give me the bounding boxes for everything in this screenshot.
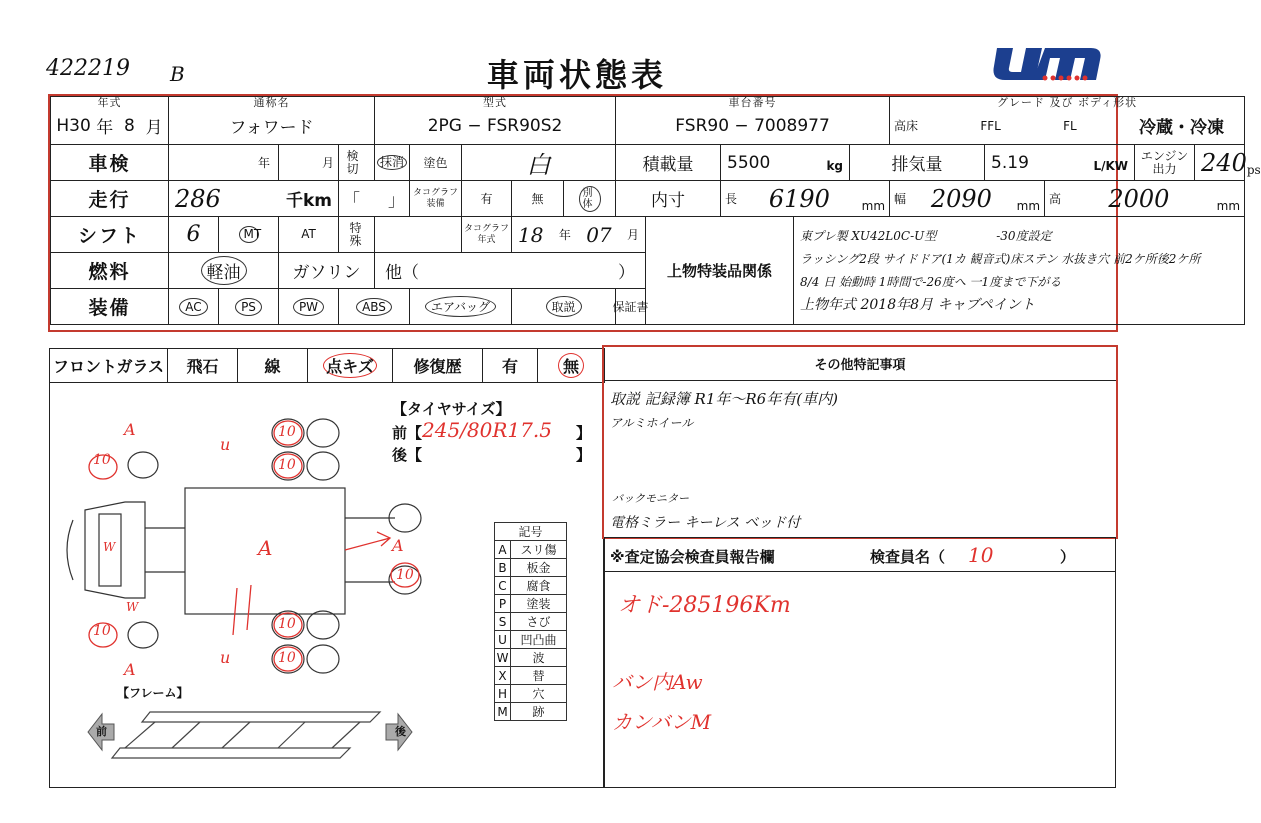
engine-value: 240 ps: [1195, 145, 1245, 181]
inspection-deleted: 抹消: [375, 145, 410, 181]
tacho-no: 無: [512, 181, 564, 217]
tire-size-title: 【タイヤサイズ】: [392, 400, 511, 418]
upper-note-2: ラッシング2段 サイドドア(1カ 観音式)床ステン 水抜き穴 前2ケ所後2ケ所: [800, 251, 1201, 266]
equip-airbag: エアバッグ: [410, 289, 512, 325]
frame-diagram: [80, 700, 420, 770]
tacho-separate: 別体: [564, 181, 616, 217]
legend-row: U 凹凸曲: [495, 631, 567, 649]
tire-back-close: 】: [576, 446, 592, 464]
fuel-gasoline: ガソリン: [279, 253, 375, 289]
equip-ps: PS: [219, 289, 279, 325]
repair-yes: 有: [483, 349, 538, 383]
inspection-expired: 検切: [339, 145, 375, 181]
notes-panel: [602, 345, 1118, 539]
tread-mark-7: 10: [396, 567, 414, 583]
odometer-note: オド-285196Km: [618, 593, 791, 618]
shift-blank: [375, 217, 462, 253]
tacho-year-label: タコグラフ年式: [462, 217, 512, 253]
inspector-note-2: バン内Aw: [612, 670, 703, 694]
tire-front-label: 前【: [392, 424, 423, 442]
legend-row: S さび: [495, 613, 567, 631]
tread-mark-2: 10: [93, 623, 111, 639]
legend-row: B 板金: [495, 559, 567, 577]
inspector-panel: [604, 537, 1116, 788]
upper-note-4: 上物年式 2018年8月 キャブペイント: [800, 296, 1035, 313]
inner-dimension-label: 内寸: [616, 181, 721, 217]
vehicle-spec-table: [50, 96, 1261, 325]
upper-note-3: 8/4 日 始動時 1時間で-26度へ 一1度まで下がる: [800, 274, 1062, 289]
legend-row: P 塗装: [495, 595, 567, 613]
page-title: 車両状態表: [487, 56, 668, 94]
tacho-label: タコグラフ装備: [410, 181, 462, 217]
engine-label: エンジン出力: [1135, 145, 1195, 181]
tread-mark-3: 10: [278, 424, 296, 440]
shift-label: シフト: [51, 217, 169, 253]
inspector-name-value: 10: [968, 543, 994, 567]
tread-mark-6: 10: [278, 650, 296, 666]
length-value: 長 6190 mm: [721, 181, 890, 217]
inspection-label: 車検: [51, 145, 169, 181]
equip-warranty: 保証書: [616, 289, 646, 325]
load-value: 5500 kg: [721, 145, 850, 181]
tacho-year-value: 18 年 07 月: [512, 217, 646, 253]
mileage-bracket: 「 」: [339, 181, 410, 217]
inspector-name-close: ）: [1060, 548, 1076, 566]
displacement-label: 排気量: [850, 145, 985, 181]
damage-mark-5: u: [220, 435, 231, 454]
damage-mark-4: A: [124, 660, 136, 679]
equip-pw: PW: [279, 289, 339, 325]
fuel-other: 他（ ）: [375, 253, 646, 289]
windshield-chip: 飛石: [168, 349, 238, 383]
back-arrow-label: 後: [395, 725, 406, 738]
windshield-scratch: 点キズ: [308, 349, 393, 383]
tread-mark-4: 10: [278, 457, 296, 473]
legend-row: X 替: [495, 667, 567, 685]
note-line-2: アルミホイール: [610, 416, 694, 430]
legend-row: H 穴: [495, 685, 567, 703]
model-code-cell: 型式 2PG − FSR90S2: [375, 97, 616, 145]
width-value: 幅 2090 mm: [890, 181, 1045, 217]
damage-mark-1: A: [124, 420, 136, 439]
year-cell: 年式 H30 年 8 月: [51, 97, 169, 145]
mileage-value: 286 千km: [169, 181, 339, 217]
tacho-yes: 有: [462, 181, 512, 217]
upper-equipment-notes: [794, 217, 1245, 325]
chassis-number-cell: 車台番号 FSR90 − 7008977: [616, 97, 890, 145]
load-label: 積載量: [616, 145, 721, 181]
inspection-year: 年: [169, 145, 279, 181]
equipment-label: 装備: [51, 289, 169, 325]
displacement-value: 5.19 L/KW: [985, 145, 1135, 181]
tire-front-close: 】: [576, 424, 592, 442]
color-value: 白: [462, 145, 616, 181]
notes-title: その他特記事項: [814, 358, 906, 373]
tire-back-label: 後【: [392, 446, 423, 464]
inspector-title: ※査定協会検査員報告欄: [610, 548, 775, 566]
mileage-label: 走行: [51, 181, 169, 217]
legend-row: W 波: [495, 649, 567, 667]
note-line-1: 取説 記録簿 R1年〜R6年有(車内): [610, 390, 838, 408]
frame-label: 【フレーム】: [117, 686, 189, 700]
legend-title: 記号: [495, 523, 567, 541]
windshield-label: フロントガラス: [50, 349, 168, 383]
fuel-diesel: 軽油: [169, 253, 279, 289]
shift-special: 特殊: [339, 217, 375, 253]
note-line-4: バックモニター: [612, 492, 689, 505]
damage-mark-8: W: [126, 600, 139, 614]
fuel-label: 燃料: [51, 253, 169, 289]
windshield-line: 線: [238, 349, 308, 383]
tread-mark-1: 10: [93, 452, 111, 468]
company-logo: [993, 40, 1103, 85]
repair-history-label: 修復歴: [393, 349, 483, 383]
notes-divider: [604, 380, 1116, 381]
damage-mark-7: W: [103, 540, 116, 554]
shift-at: AT: [279, 217, 339, 253]
legend-row: C 腐食: [495, 577, 567, 595]
equip-abs: ABS: [339, 289, 410, 325]
upper-equipment-label: 上物特装品関係: [646, 217, 794, 325]
inspector-note-3: カンバンM: [612, 710, 712, 734]
legend-row: M 跡: [495, 703, 567, 721]
inspection-month: 月: [279, 145, 339, 181]
equip-ac: AC: [169, 289, 219, 325]
damage-mark-6: u: [220, 648, 231, 667]
legend-row: A スリ傷: [495, 541, 567, 559]
tire-front-value: 245/80R17.5: [422, 418, 552, 442]
inspector-name-label: 検査員名（: [870, 548, 946, 566]
vehicle-name-cell: 通称名 フォワード: [169, 97, 375, 145]
symbol-legend: [494, 522, 567, 721]
note-line-5: 電格ミラー キーレス ベッド付: [610, 515, 801, 531]
damage-mark-2: A: [258, 536, 273, 560]
shift-mt: MT: [219, 217, 279, 253]
repair-no: 無: [538, 349, 605, 383]
equip-manual: 取説: [512, 289, 616, 325]
document-suffix: B: [170, 62, 185, 86]
grade-cell: グレード 及び ボディ形状 高床 FFL FL 冷蔵・冷凍: [890, 97, 1245, 145]
upper-note-1: 東プレ製 XU42L0C-U型 -30度設定: [800, 228, 1052, 243]
inspector-divider: [604, 571, 1116, 572]
damage-mark-3: A: [392, 536, 404, 555]
front-arrow-label: 前: [96, 725, 107, 738]
color-label: 塗色: [410, 145, 462, 181]
windshield-table: [49, 348, 605, 383]
height-value: 高 2000 mm: [1045, 181, 1245, 217]
tread-mark-5: 10: [278, 616, 296, 632]
shift-value: 6: [169, 217, 219, 253]
document-number: 422219: [46, 56, 130, 81]
